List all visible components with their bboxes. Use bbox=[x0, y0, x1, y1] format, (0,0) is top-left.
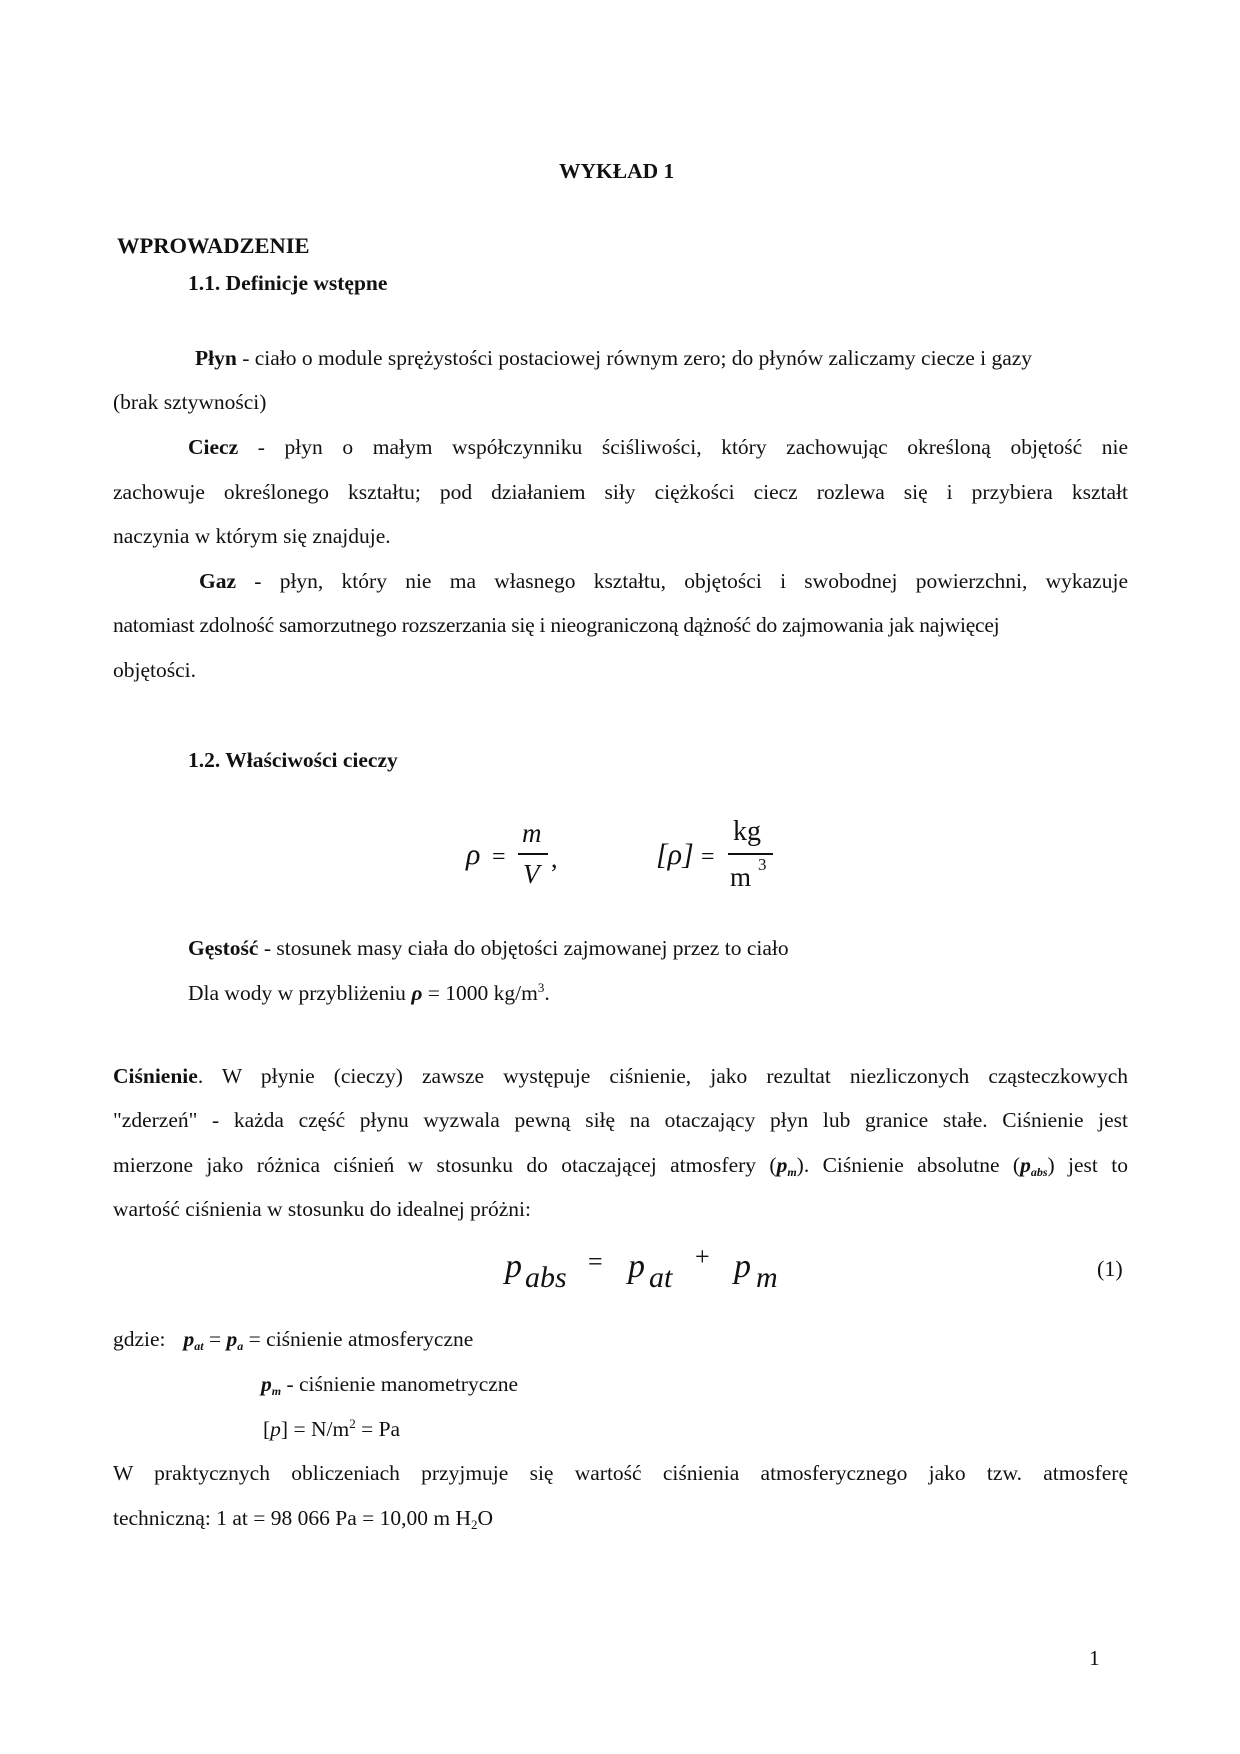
formula-equals: = bbox=[492, 844, 506, 870]
term-cisnienie: Ciśnienie bbox=[113, 1064, 198, 1088]
definition-plyn-cont: (brak sztywności) bbox=[113, 390, 267, 414]
unit-numerator: kg bbox=[733, 816, 761, 847]
subscript: abs bbox=[1030, 1165, 1048, 1179]
definition-ciecz bbox=[188, 437, 1128, 459]
page-title: WYKŁAD 1 bbox=[559, 159, 675, 183]
subscript: m bbox=[787, 1165, 797, 1179]
subscript: m bbox=[271, 1384, 282, 1398]
paragraph-text: ) jest to bbox=[1047, 1153, 1128, 1177]
unit-text: = Pa bbox=[355, 1417, 401, 1441]
eq-sub-abs: abs bbox=[525, 1261, 567, 1294]
definition-ciecz-cont: naczynia w którym się znajduje. bbox=[113, 524, 391, 548]
unit-exponent: 3 bbox=[758, 855, 767, 874]
bracket: [ bbox=[263, 1417, 271, 1441]
eq-p-m: p bbox=[734, 1248, 751, 1285]
definition-gaz-cont: natomiast zdolność samorzutnego rozszerzania się i nieograniczoną dążność do zajmowania jak najwięcej bbox=[113, 613, 1000, 637]
water-density-prefix: Dla wody w przybliżeniu bbox=[188, 981, 412, 1005]
practical-text: O bbox=[477, 1506, 494, 1530]
rho-symbol: ρ bbox=[411, 981, 423, 1005]
unit-text: ] = N/m bbox=[280, 1417, 350, 1441]
practical-line1: W praktycznych obliczeniach przyjmuje się wartość ciśnienia atmosferycznego jako tzw. atmosferę bbox=[113, 1461, 1128, 1485]
period: . bbox=[544, 981, 550, 1005]
eq-plus: + bbox=[695, 1242, 710, 1271]
symbol-p: p bbox=[261, 1372, 272, 1396]
where-text: - ciśnienie manometryczne bbox=[281, 1372, 519, 1396]
formula-rho: ρ bbox=[466, 838, 481, 871]
practical-line2 bbox=[113, 1508, 493, 1531]
subsection-heading-1-1: 1.1. Definicje wstępne bbox=[188, 271, 388, 295]
paragraph-text: mierzone jako różnica ciśnień w stosunku do otaczającej atmosfery ( bbox=[113, 1153, 777, 1177]
formula-comma: , bbox=[551, 844, 558, 873]
pressure-unit bbox=[263, 1416, 401, 1441]
pressure-paragraph-line2: "zderzeń" - każda część płynu wyzwala pewną siłę na otaczający płyn lub granice stałe. Ciśnienie jest bbox=[113, 1108, 1128, 1132]
subsection-heading-1-2: 1.2. Właściwości cieczy bbox=[188, 748, 398, 772]
formula-numerator: m bbox=[522, 818, 542, 848]
eq-equals: = bbox=[588, 1247, 603, 1276]
where-text: = ciśnienie atmosferyczne bbox=[243, 1327, 474, 1351]
term-plyn: Płyn bbox=[195, 346, 237, 370]
unit-equals: = bbox=[701, 844, 715, 870]
fraction-bar bbox=[518, 853, 548, 855]
water-density-value: = 1000 kg/m bbox=[422, 981, 538, 1005]
formula-denominator: V bbox=[523, 859, 540, 889]
equals: = bbox=[203, 1327, 227, 1351]
exponent: 3 bbox=[537, 980, 545, 995]
unit-lhs: [ρ] bbox=[656, 838, 694, 871]
term-gaz: Gaz bbox=[199, 569, 237, 593]
where-label: gdzie: bbox=[113, 1327, 166, 1351]
subscript: 2 bbox=[471, 1517, 478, 1532]
definition-gaz-cont: objętości. bbox=[113, 658, 196, 682]
definition-gestosc bbox=[188, 938, 789, 960]
equation-number: (1) bbox=[1097, 1256, 1123, 1281]
paragraph-text: ). Ciśnienie absolutne ( bbox=[796, 1153, 1021, 1177]
where-line2 bbox=[261, 1374, 518, 1397]
eq-p-abs: p bbox=[505, 1248, 522, 1285]
definition-gaz bbox=[199, 571, 1128, 593]
exponent: 2 bbox=[349, 1416, 356, 1431]
page-number: 1 bbox=[1089, 1646, 1100, 1670]
term-gestosc: Gęstość bbox=[188, 936, 259, 960]
eq-p-at: p bbox=[628, 1248, 645, 1285]
definition-text: - ciało o module sprężystości postaciowej równym zero; do płynów zaliczamy ciecze i gazy bbox=[236, 346, 1033, 370]
paragraph-text: . W płynie (cieczy) zawsze występuje ciśnienie, jako rezultat niezliczonych cząsteczkowych bbox=[197, 1064, 1128, 1088]
subscript: at bbox=[194, 1339, 204, 1353]
definition-plyn bbox=[195, 348, 1032, 370]
pressure-paragraph-line1 bbox=[113, 1066, 1128, 1088]
definition-ciecz-cont: zachowuje określonego kształtu; pod działaniem siły ciężkości ciecz rozlewa się i przybiera kształt bbox=[113, 480, 1128, 504]
practical-text: techniczną: 1 at = 98 066 Pa = 10,00 m H bbox=[113, 1506, 472, 1530]
term-ciecz: Ciecz bbox=[188, 435, 239, 459]
unit-denominator: m bbox=[730, 862, 752, 892]
definition-text: - płyn o małym współczynniku ściśliwości, który zachowując określoną objętość nie bbox=[238, 435, 1128, 459]
definition-text: - stosunek masy ciała do objętości zajmowanej przez to ciało bbox=[258, 936, 789, 960]
pressure-paragraph-line4: wartość ciśnienia w stosunku do idealnej próżni: bbox=[113, 1197, 531, 1221]
section-heading: WPROWADZENIE bbox=[117, 233, 310, 258]
symbol-p: p bbox=[1020, 1153, 1031, 1177]
symbol-p: p bbox=[776, 1153, 788, 1177]
symbol-p: p bbox=[270, 1417, 281, 1441]
symbol-p: p bbox=[183, 1327, 195, 1351]
eq-sub-at: at bbox=[649, 1261, 673, 1294]
symbol-p: p bbox=[226, 1327, 238, 1351]
eq-sub-m: m bbox=[756, 1261, 778, 1294]
subscript: a bbox=[237, 1339, 244, 1353]
water-density bbox=[188, 980, 550, 1005]
where-line1 bbox=[113, 1329, 473, 1352]
pressure-paragraph-line3 bbox=[113, 1155, 1128, 1178]
definition-text: - płyn, który nie ma własnego kształtu, objętości i swobodnej powierzchni, wykazuje bbox=[236, 569, 1128, 593]
